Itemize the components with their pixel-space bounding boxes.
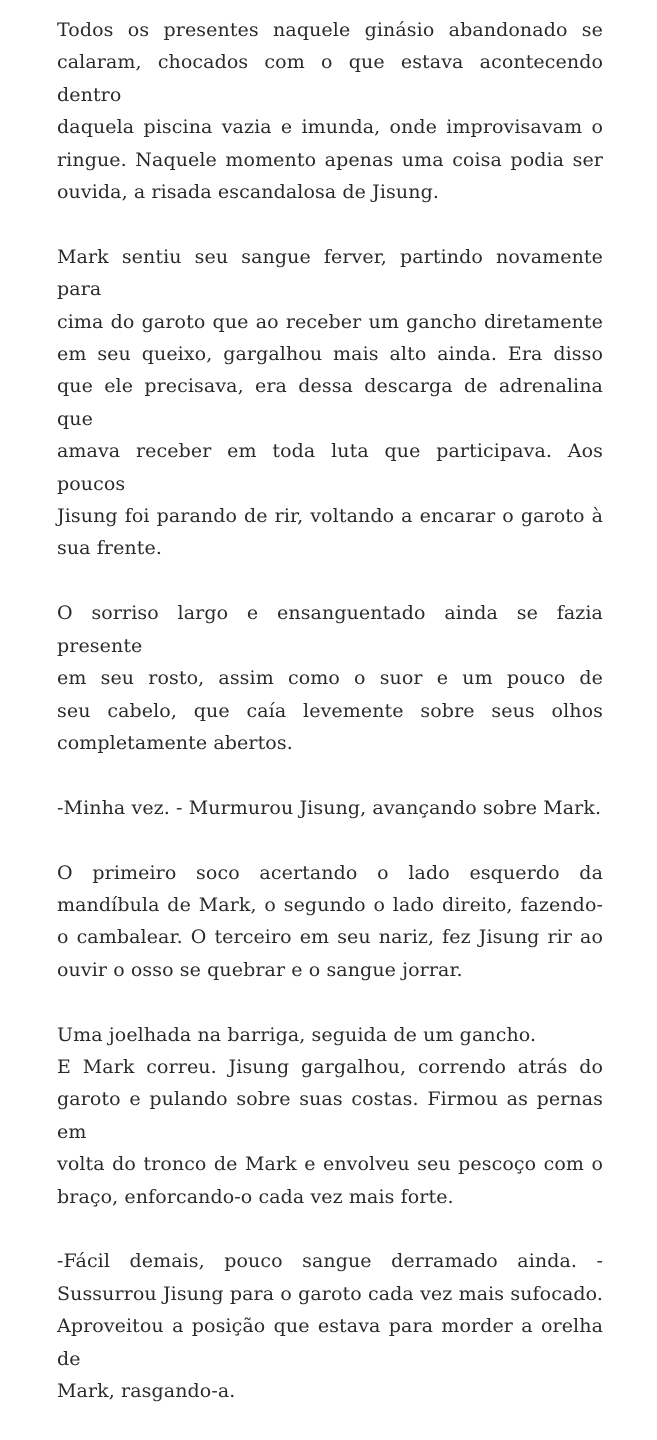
text-line: Jisung foi parando de rir, voltando a encarar o garoto à (57, 505, 603, 528)
paragraph-8 (57, 1245, 603, 1407)
text-line: Mark, rasgando-a. (57, 1379, 236, 1402)
text-line: mandíbula de Mark, o segundo o lado direito, fazendo- (57, 893, 603, 916)
text-line: volta do tronco de Mark e envolveu seu pescoço com o (57, 1153, 603, 1176)
paragraph-7 (57, 1051, 603, 1213)
paragraph-1 (57, 14, 603, 208)
text-line: que ele precisava, era dessa descarga de adrenalina que (57, 375, 603, 430)
text-line: amava receber em toda luta que participava. Aos poucos (57, 440, 603, 495)
paragraph-4 (57, 792, 603, 824)
text-line: daquela piscina vazia e imunda, onde improvisavam o (57, 116, 603, 139)
paragraph-3 (57, 597, 603, 759)
text-line: Aproveitou a posição que estava para morder a orelha de (57, 1315, 603, 1370)
text-line: calaram, chocados com o que estava acontecendo dentro (57, 51, 603, 106)
text-line: ringue. Naquele momento apenas uma coisa podia ser (57, 148, 603, 171)
text-line: -Fácil demais, pouco sangue derramado ainda. - (57, 1250, 603, 1273)
text-line: seu cabelo, que caía levemente sobre seus olhos (57, 699, 603, 722)
text-line: Todos os presentes naquele ginásio abandonado se (57, 19, 603, 41)
text-line: em seu rosto, assim como o suor e um pouco de (57, 667, 603, 690)
text-line: completamente abertos. (57, 731, 293, 754)
text-line: ouvir o osso se quebrar e o sangue jorrar. (57, 958, 463, 981)
text-line: -Minha vez. - Murmurou Jisung, avançando sobre Mark. (57, 796, 602, 819)
text-line: braço, enforcando-o cada vez mais forte. (57, 1185, 454, 1208)
paragraph-5 (57, 857, 603, 987)
story-text (57, 14, 603, 1440)
text-line: Uma joelhada na barriga, seguida de um gancho. (57, 1023, 537, 1046)
text-line: em seu queixo, gargalhou mais alto ainda. Era disso (57, 343, 603, 366)
paragraph-2 (57, 241, 603, 565)
text-line: Mark sentiu seu sangue ferver, partindo novamente para (57, 245, 603, 301)
paragraph-6 (57, 1019, 603, 1051)
text-line: O sorriso largo e ensanguentado ainda se fazia presente (57, 602, 603, 657)
text-line: garoto e pulando sobre suas costas. Firmou as pernas em (57, 1088, 603, 1143)
text-line: Sussurrou Jisung para o garoto cada vez mais sufocado. (57, 1282, 603, 1305)
text-line: o cambalear. O terceiro em seu nariz, fez Jisung rir ao (57, 926, 603, 949)
text-line: cima do garoto que ao receber um gancho diretamente (57, 310, 603, 333)
text-line: O primeiro soco acertando o lado esquerdo da (57, 861, 603, 884)
text-line: ouvida, a risada escandalosa de Jisung. (57, 181, 439, 204)
text-line: E Mark correu. Jisung gargalhou, correndo atrás do (57, 1055, 603, 1078)
text-line: sua frente. (57, 537, 162, 560)
